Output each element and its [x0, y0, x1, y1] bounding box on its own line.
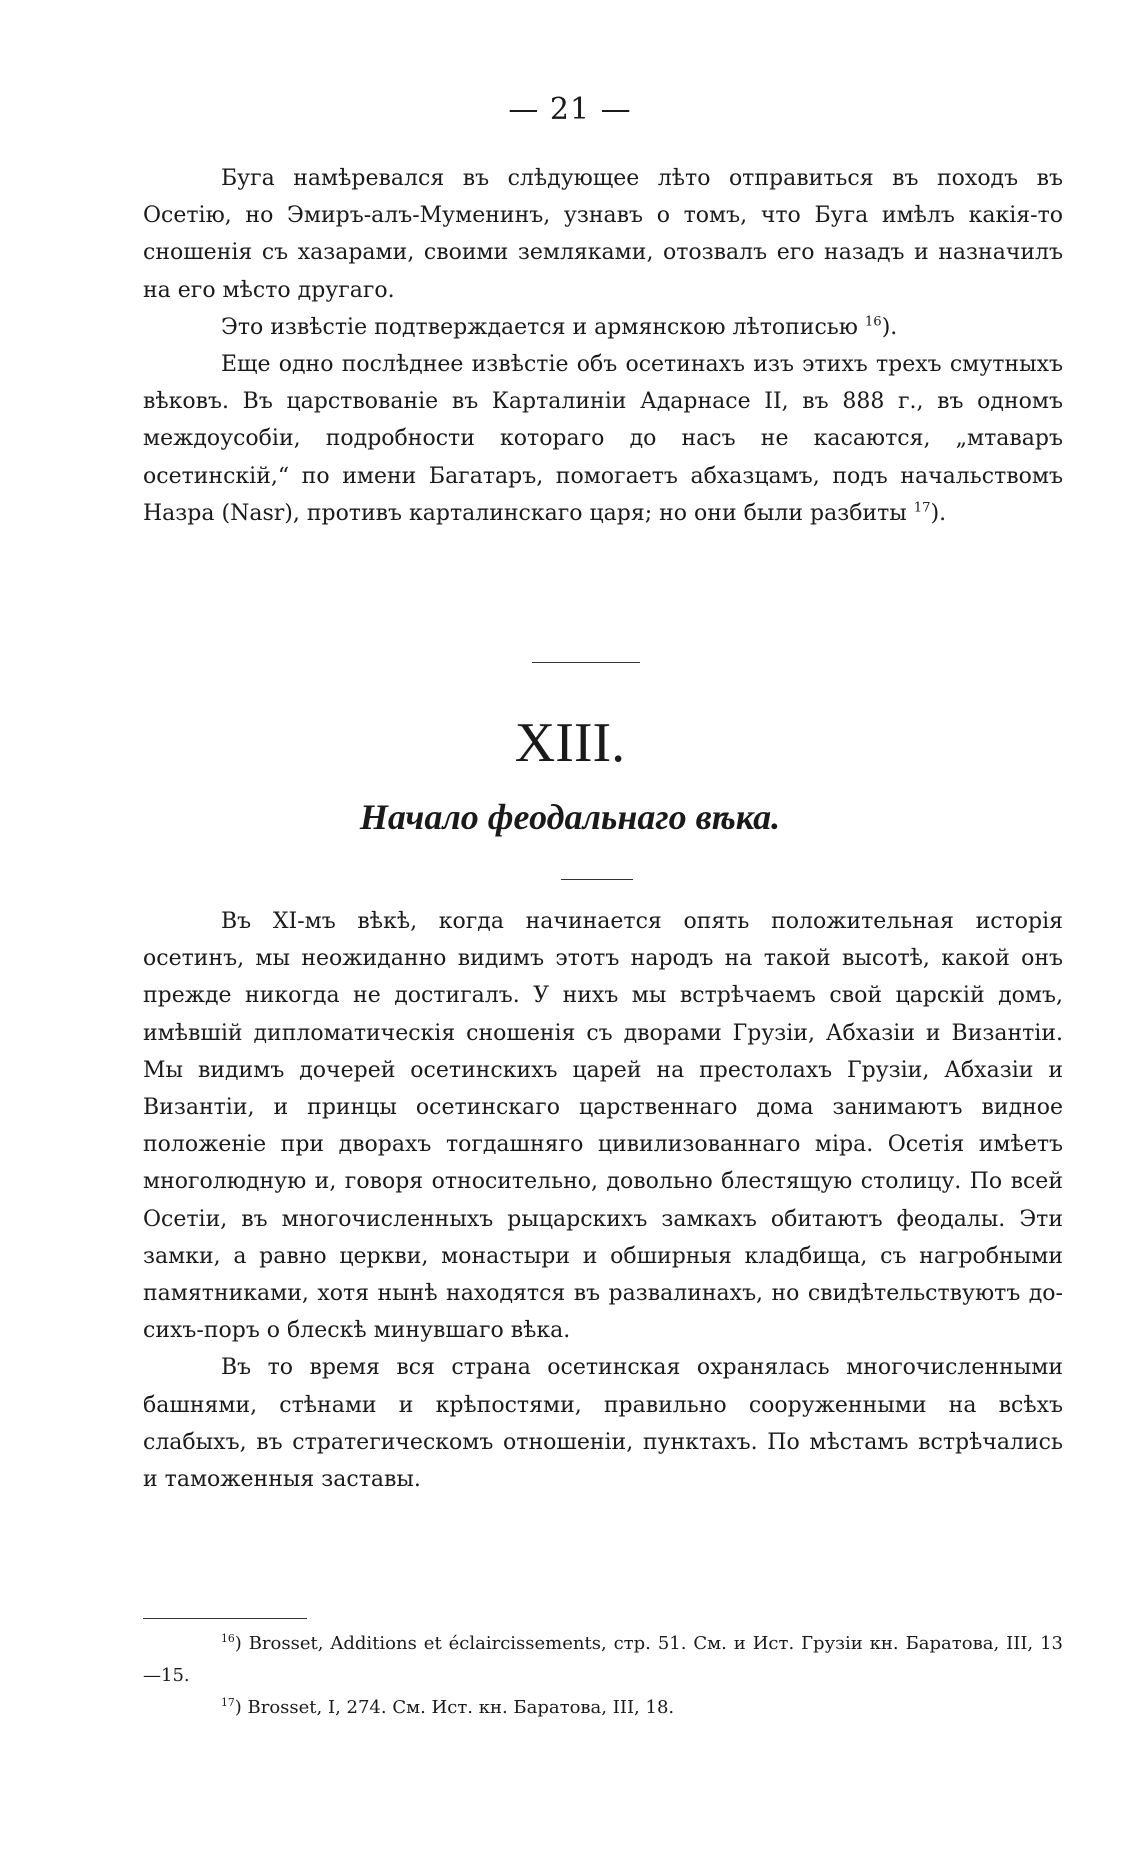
- paragraph-text: Еще одно послѣднее извѣстіе объ осетинахъ изъ этихъ трехъ смутныхъ вѣковъ. Въ царствованіе въ Карталиніи Адарнасе II, въ 888 г., въ одномъ междоусобіи, подробности котораго до насъ не касаются, „мтаваръ осетинскій,“ по имени Багатаръ, помогаетъ абхазцамъ, подъ начальствомъ Назра (Nasr), противъ карталинскаго царя; но они были разбиты: [143, 352, 1063, 526]
- footnote: [143, 1692, 1063, 1724]
- footnote-ref[interactable]: 16: [864, 314, 882, 330]
- chapter-number: XIII.: [514, 712, 626, 774]
- footnote-text: ) Brosset, Additions et éclaircissements, стр. 51. См. и Ист. Грузіи кн. Баратова, III, 13—15.: [143, 1633, 1063, 1686]
- chapter-title: Начало феодальнаго вѣка.: [359, 797, 781, 837]
- paragraph-end: ).: [930, 500, 947, 526]
- chapter-body: [143, 903, 1063, 1498]
- paragraph-text: Это извѣстіе подтверждается и армянскою лѣтописью: [221, 314, 865, 340]
- footnote-mark: 16: [221, 1632, 235, 1645]
- page-number: — 21 —: [508, 92, 632, 127]
- paragraph: Въ то время вся страна осетинская охранялась многочисленными башнями, стѣнами и крѣпостями, правильно сооруженными на всѣхъ слабыхъ, въ стратегическомъ отношеніи, пунктахъ. По мѣстамъ встрѣчались и таможенныя заставы.: [143, 1355, 1063, 1493]
- paragraph: [143, 346, 1063, 532]
- paragraph: Въ XI-мъ вѣкѣ, когда начинается опять положительная исторія осетинъ, мы неожиданно видимъ этотъ народъ на такой высотѣ, какой онъ прежде никогда не достигалъ. У нихъ мы встрѣчаемъ свой царскій домъ, имѣвшій дипломатическія сношенія съ дворами Грузіи, Абхазіи и Византіи. Мы видимъ дочерей осетинскихъ царей на престолахъ Грузіи, Абхазіи и Византіи, и принцы осетинскаго царственнаго дома занимаютъ видное положеніе при дворахъ тогдашняго цивилизованнаго міра. Осетія имѣетъ многолюдную и, говоря относительно, довольно блестящую столицу. По всей Осетіи, въ многочисленныхъ рыцарскихъ замкахъ обитаютъ феодалы. Эти замки, а равно церкви, монастыри и обширныя кладбища, съ нагробными памятниками, хотя нынѣ находятся въ развалинахъ, но свидѣтельствуютъ до-сихъ-поръ о блескѣ минувшаго вѣка.: [143, 909, 1063, 1344]
- paragraph-end: ).: [881, 314, 898, 340]
- footnote-mark: 17: [221, 1696, 235, 1709]
- paragraph: [143, 309, 1063, 346]
- footnote-divider: [143, 1618, 307, 1619]
- paragraph: Буга намѣревался въ слѣдующее лѣто отправиться въ походъ въ Осетію, но Эмиръ-алъ-Муменинъ, узнавъ о томъ, что Буга имѣлъ какія-то сношенія съ хазарами, своими земляками, отозвалъ его назадъ и назначилъ на его мѣсто другаго.: [143, 166, 1063, 303]
- footnote-text: ) Brosset, I, 274. См. Ист. кн. Баратова, III, 18.: [234, 1697, 675, 1718]
- continuation-text: [143, 160, 1063, 532]
- footnote-ref[interactable]: 17: [913, 500, 931, 516]
- section-divider: [532, 662, 640, 663]
- footnotes: [143, 1628, 1063, 1724]
- title-divider: [561, 879, 633, 880]
- footnote: [143, 1628, 1063, 1692]
